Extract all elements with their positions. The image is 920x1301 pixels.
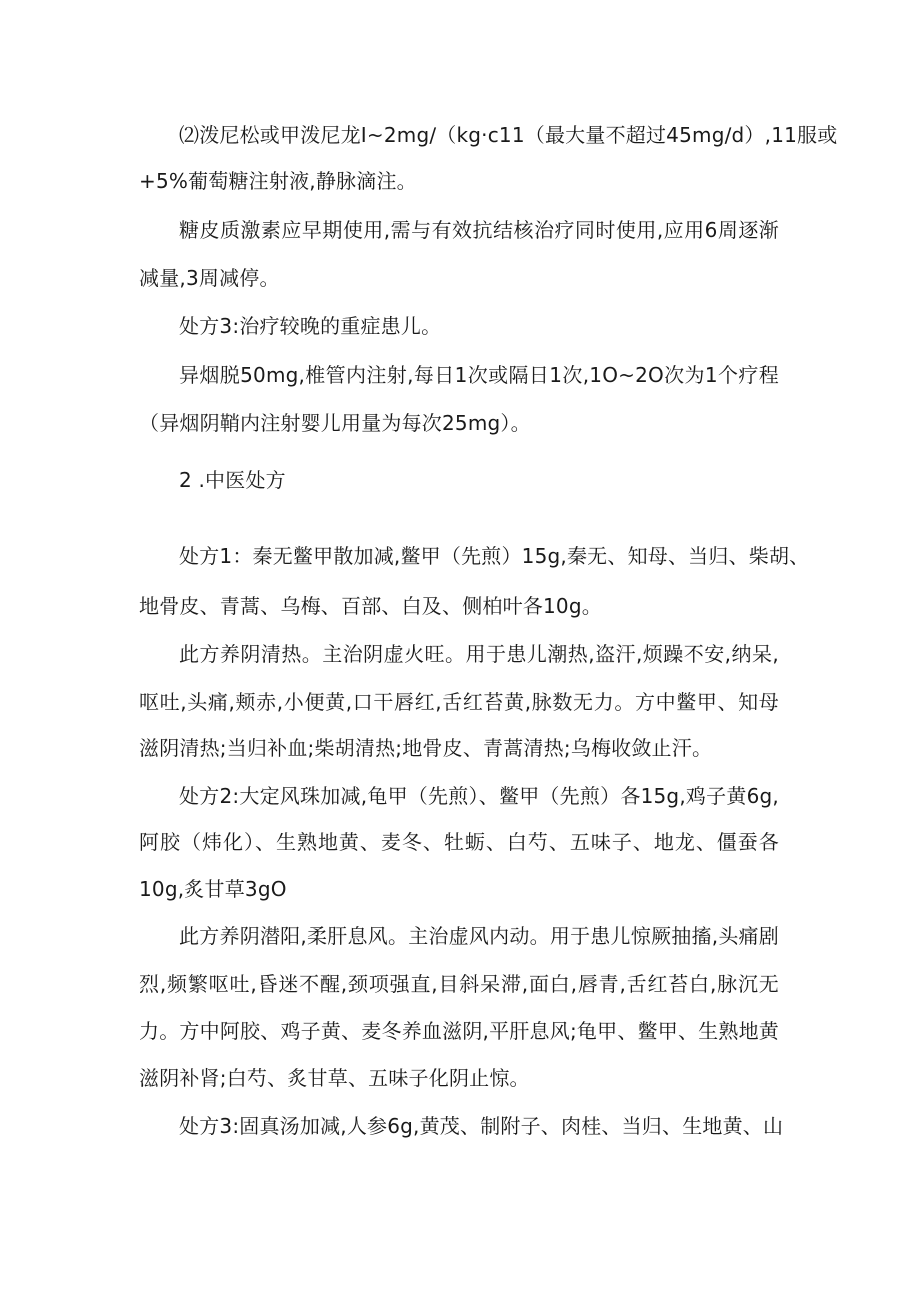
text-line: 糖皮质激素应早期使用,需与有效抗结核治疗同时使用,应用6周逐渐 [179,218,779,242]
text-line: 处方2:大定风珠加减,龟甲（先煎）、鳖甲（先煎）各15g,鸡子黄6g, [179,784,779,808]
text-line: 阿胶（炜化）、生熟地黄、麦冬、牡蛎、白芍、五味子、地龙、僵蚕各 [139,830,779,854]
section-heading: 2 .中医处方 [179,468,286,492]
text-line: 此方养阴潜阳,柔肝息风。主治虚风内动。用于患儿惊厥抽搐,头痛剧 [179,924,779,948]
text-line: 滋阴清热;当归补血;柴胡清热;地骨皮、青蒿清热;乌梅收敛止汗。 [139,736,713,760]
text-line: 烈,频繁呕吐,昏迷不醒,颈项强直,目斜呆滞,面白,唇青,舌红苔白,脉沉无 [139,972,779,996]
text-line: 滋阴补肾;白芍、炙甘草、五味子化阴止惊。 [139,1066,530,1090]
text-line: ⑵泼尼松或甲泼尼龙I~2mg∕（kg·c11（最大量不超过45mg∕d）,11服或 [179,123,838,147]
text-line: （异烟阴鞘内注射婴儿用量为每次25mg）。 [139,411,531,435]
text-line: 处方3:固真汤加减,人参6g,黄茂、制附子、肉桂、当归、生地黄、山 [179,1114,784,1138]
text-line: 地骨皮、青蒿、乌梅、百部、白及、侧柏叶各10g。 [139,594,602,618]
text-line: 呕吐,头痛,颊赤,小便黄,口干唇红,舌红苔黄,脉数无力。方中鳖甲、知母 [139,690,779,714]
text-line: 处方3:治疗较晚的重症患儿。 [179,314,442,338]
text-line: 减量,3周减停。 [139,266,280,290]
text-line: +5%葡萄糖注射液,静脉滴注。 [139,169,417,193]
text-line: 异烟脱50mg,椎管内注射,每日1次或隔日1次,1O~2O次为1个疗程 [179,363,779,387]
text-line: 此方养阴清热。主治阴虚火旺。用于患儿潮热,盗汗,烦躁不安,纳呆, [179,642,779,666]
text-line: 力。方中阿胶、鸡子黄、麦冬养血滋阴,平肝息风;龟甲、鳖甲、生熟地黄 [139,1019,779,1043]
text-line: 处方1：秦无鳖甲散加减,鳖甲（先煎）15g,秦无、知母、当归、柴胡、 [179,544,810,568]
text-line: 10g,炙甘草3gO [139,877,287,901]
